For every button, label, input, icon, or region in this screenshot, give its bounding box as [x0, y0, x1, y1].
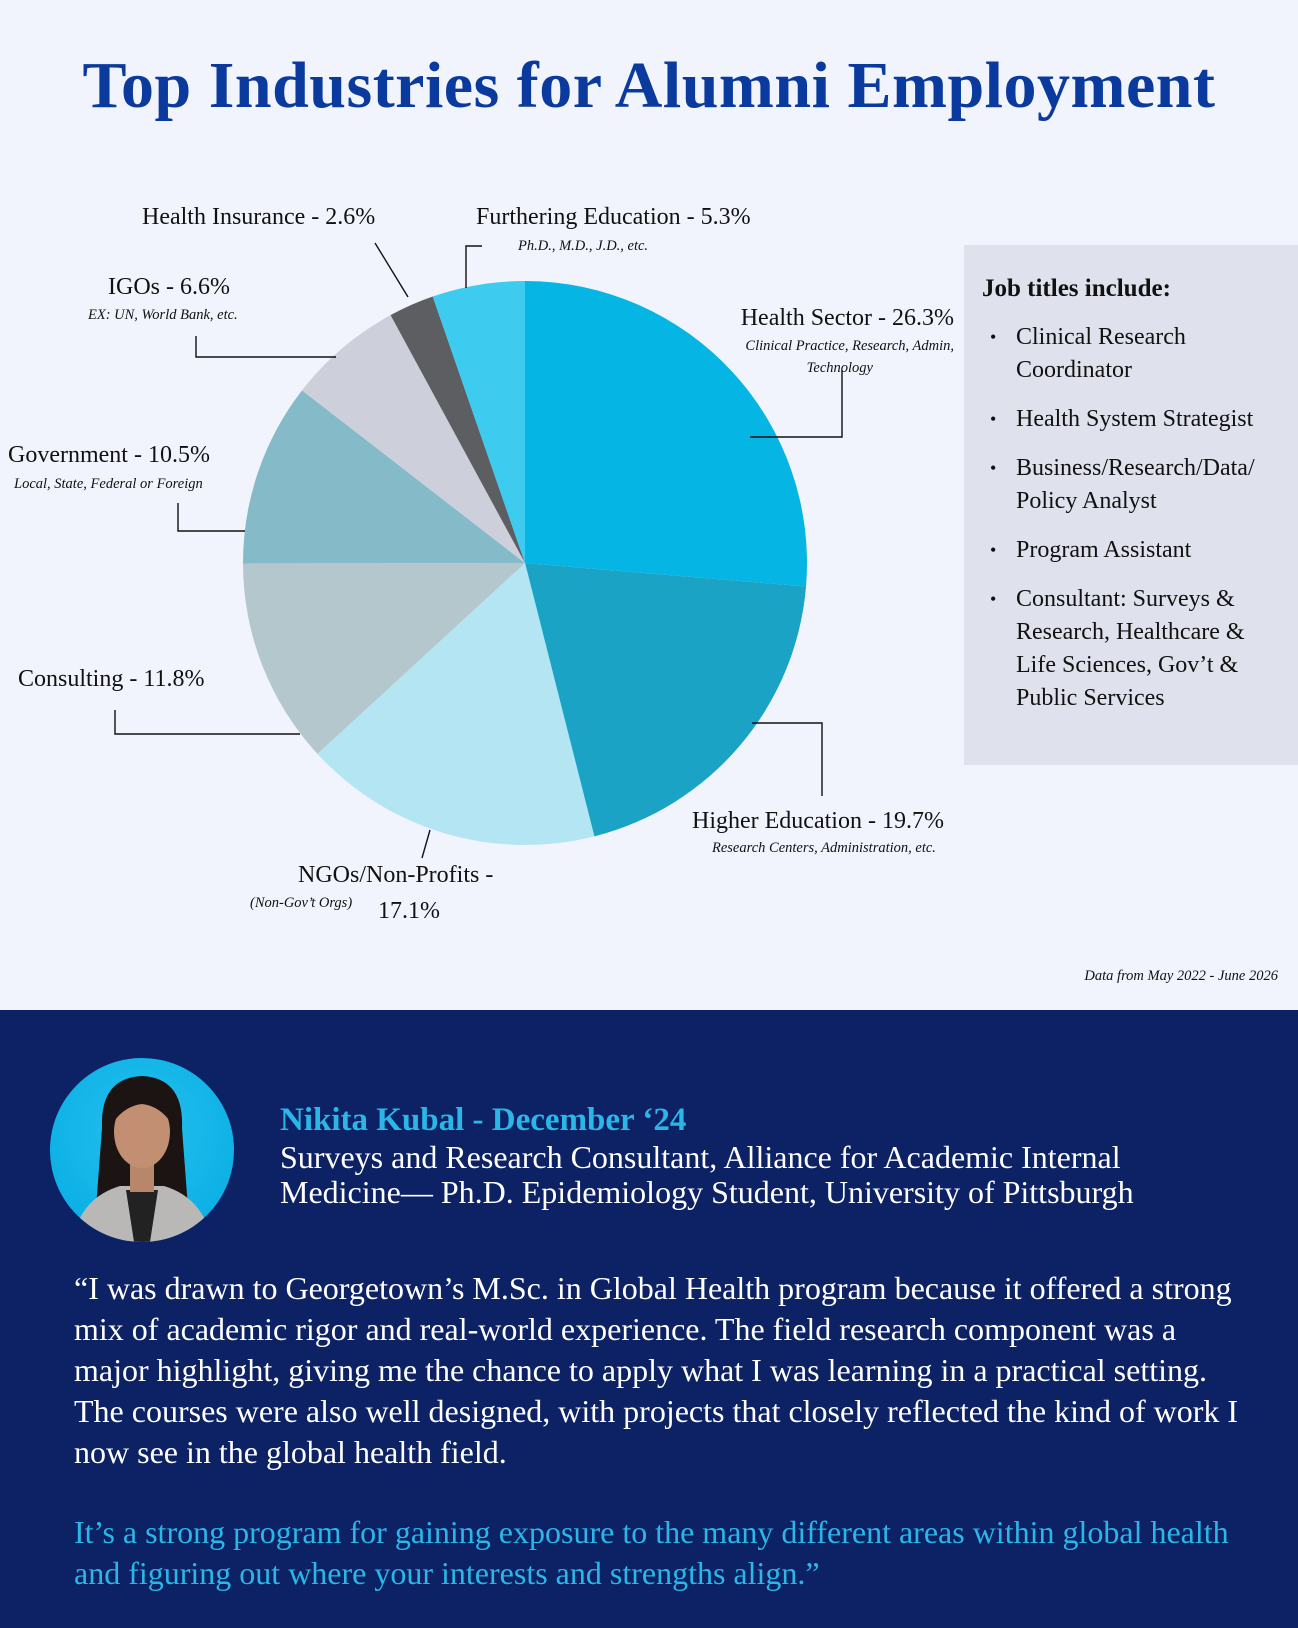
leader-line-2 [422, 830, 430, 858]
slice-label: Higher Education - 19.7% [692, 808, 944, 834]
leader-line-6 [375, 243, 408, 297]
testimonial-section [0, 1010, 1298, 1628]
slice-sublabel: Technology [806, 360, 873, 376]
alumni-role: Surveys and Research Consultant, Alliance for Academic Internal Medicine— Ph.D. Epidemiology Student, University of Pittsburgh [280, 1139, 1134, 1210]
alumni-name: Nikita Kubal - December ‘24 [280, 1102, 687, 1138]
page-title: Top Industries for Alumni Employment [82, 49, 1216, 122]
slice-label: 17.1% [378, 898, 440, 924]
slice-sublabel: Clinical Practice, Research, Admin, [745, 338, 954, 354]
avatar [50, 1058, 234, 1242]
slice-sublabel: EX: UN, World Bank, etc. [88, 307, 238, 323]
testimonial-quote-highlight: It’s a strong program for gaining exposure to the many different areas within global health and figuring out where your interests and strengths align.” [74, 1514, 1229, 1591]
job-title-item: • Program Assistant [990, 534, 1288, 567]
slice-label: Government - 10.5% [8, 442, 210, 468]
slice-label: Consulting - 11.8% [18, 666, 205, 692]
job-title-item: • Consultant: Surveys & Research, Healthcare & Life Sciences, Gov’t & Public Services [990, 583, 1288, 715]
job-titles-heading: Job titles include: [982, 275, 1171, 302]
job-titles-list [982, 321, 1288, 715]
slice-label: Health Insurance - 2.6% [142, 204, 376, 230]
leader-line-3 [115, 710, 300, 734]
job-title-item: • Health System Strategist [990, 403, 1288, 436]
slice-sublabel: (Non-Gov’t Orgs) [250, 895, 353, 911]
leader-line-4 [178, 503, 245, 531]
slice-label: NGOs/Non-Profits - [298, 862, 494, 888]
job-titles-box [964, 245, 1298, 765]
slice-sublabel: Ph.D., M.D., J.D., etc. [518, 238, 649, 254]
testimonial-quote: “I was drawn to Georgetown’s M.Sc. in Global Health program because it offered a strong mix of academic rigor and real-world experience. The field research component was a major highlight, giving me the chance to apply what I was learning in a practical setting. The courses were also well designed, with projects that closely reflected the kind of work I now see in the global health field. [74, 1270, 1239, 1470]
person-photo-icon [50, 1058, 234, 1242]
slice-sublabel: Local, State, Federal or Foreign [14, 476, 203, 492]
leader-line-7 [466, 246, 482, 288]
slice-label: Furthering Education - 5.3% [476, 204, 751, 230]
slice-label: IGOs - 6.6% [108, 274, 230, 300]
leader-line-1 [752, 723, 822, 796]
slice-label: Health Sector - 26.3% [740, 305, 954, 331]
data-source-note: Data from May 2022 - June 2026 [1084, 968, 1278, 984]
leader-line-5 [196, 336, 336, 357]
slice-sublabel: Research Centers, Administration, etc. [712, 840, 936, 856]
job-title-item: • Clinical Research Coordinator [990, 321, 1288, 387]
job-title-item: • Business/Research/Data/ Policy Analyst [990, 452, 1288, 518]
